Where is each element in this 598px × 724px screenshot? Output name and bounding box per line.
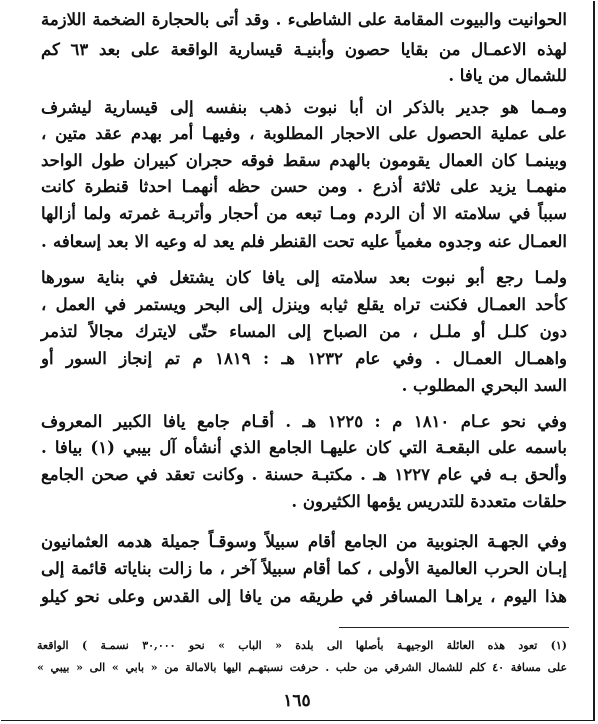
page-number: ١٦٥ (283, 691, 311, 711)
text-line: دون كلـل أو ملـل ، من الصباح إلى المساء حتّى لايترك مجالاً لتذمر (41, 322, 567, 341)
text-line: باسمه على البقعـة التي كان عليهـا الجامع الذي أنشأه آل بيبي (١) بيافا . (41, 438, 567, 457)
footnote-line: على مسافة ٤٠ كلم للشمال الشرقي من حلب . حرفت نسبتهـم اليها بالامالة من « بابي » الى « بيبي » (37, 661, 568, 674)
text-line: وألحق بـه في عام ١٢٢٧ هـ . مكتبـة حسنة . وكانت تعقد في صحن الجامع (41, 465, 567, 484)
text-line: على عملية الحصول على الاحجار المطلوبة ، وفيهـا أمر بهدم عقد متين ، (41, 124, 567, 143)
text-line: ومـما هو جدير بالذكر ان أبا نبوت ذهب بنفسه إلى قيسارية ليشرف (41, 98, 567, 117)
text-line: وفي الجهـة الجنوبية من الجامع أقام سبيلاً وسوقـاً جميلة هدمه العثمانيون (41, 532, 567, 551)
text-line: للشمال من يافا . (448, 66, 567, 85)
text-line: ولمـا رجع أبو نبوت بعد سلامته إلى يافا كان يشتغل في بناية سورها (41, 268, 567, 287)
text-line: حلقات متعددة للتدريس يؤمها الكثيرون . (291, 492, 567, 511)
text-line: الحوانيت والبيوت المقامة على الشاطىء . وقد أتى بالحجارة الضخمة اللازمة (41, 10, 567, 29)
text-line: وفي نحو عـام ١٨١٠ م : ١٢٢٥ هـ . أقـام جامع يافا الكبير المعروف (41, 412, 568, 431)
text-line: واهمـال العمـال . وفي عام ١٢٣٢ هـ : ١٨١٩ م تم إنجاز السور أو (41, 349, 568, 368)
text-line: وبينمـا كان العمال يقومون بالهدم سقط فوقه حجران كبيران طول الواحد (41, 151, 567, 170)
book-page (1, 1, 595, 721)
text-line: السد البحري المطلوب . (401, 376, 567, 395)
text-line: هذا اليوم ، يراهـا المسافر في طريقه من يافا إلى القدس وعلى نحو كيلو (41, 587, 567, 606)
text-line: إبـان الحرب العالمية الأولى ، كما أقام سبيلاً آخر ، ما زالت بناياته قائمة إلى (41, 559, 567, 578)
text-line: لهذه الاعمـال من بقايا حصون وأبنيـة قيسارية الواقعة على بعد ٦٣ كم (41, 40, 567, 59)
text-line: سبباً في سلامته الا أن الردم ومـا تبعه من أحجار وأتربـة غمرته ولما أزالها (41, 204, 567, 223)
footnote-divider (339, 627, 569, 628)
text-line: العمـال عنه وجدوه مغمياً عليه تحت القنطر فلم يعد له وعيه الا بعد إسعافه . (41, 232, 567, 251)
text-line: كأحد العمـال فكنت تراه يقلع ثيابه وينزل إلى البحر ويستمر في العمل ، (41, 295, 567, 314)
footnote-line: (١) تعود هذه العائلة الوجيهـة بأصلها الى بلدة « الباب » نحو ٣٠,٠٠٠ نسمـة ) الواقعة (37, 639, 567, 652)
text-line: منهمـا يزيد على ثلاثة أذرع . ومن حسن حظه أنهمـا احدثا قنطرة كانت (41, 177, 567, 196)
